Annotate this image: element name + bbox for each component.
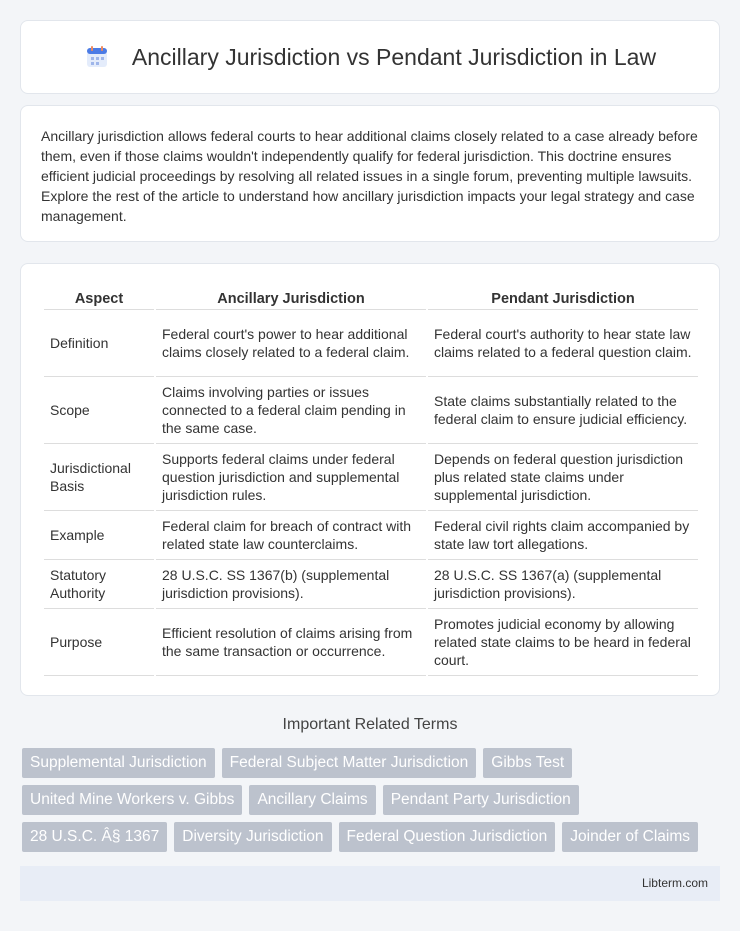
intro-card	[20, 105, 720, 242]
related-term-tag[interactable]: Diversity Jurisdiction	[174, 822, 331, 852]
table-header-row	[44, 284, 698, 310]
header-ancillary: Ancillary Jurisdiction	[156, 284, 426, 310]
table-row	[44, 310, 698, 377]
related-term-tag[interactable]: Gibbs Test	[483, 748, 572, 778]
title-card	[20, 20, 720, 94]
related-term-tag[interactable]: Supplemental Jurisdiction	[22, 748, 215, 778]
row-pendant: Promotes judicial economy by allowing related state claims to be heard in federal court.	[428, 609, 698, 676]
related-term-tag[interactable]: United Mine Workers v. Gibbs	[22, 785, 242, 815]
page-title: Ancillary Jurisdiction vs Pendant Jurisdiction in Law	[131, 43, 657, 70]
table-row	[44, 609, 698, 676]
related-term-tag[interactable]: Federal Question Jurisdiction	[339, 822, 556, 852]
term-row	[22, 785, 722, 815]
row-aspect: Example	[44, 511, 154, 560]
row-pendant: State claims substantially related to the federal claim to ensure judicial efficiency.	[428, 377, 698, 444]
table-row	[44, 444, 698, 511]
row-aspect: Statutory Authority	[44, 560, 154, 609]
footer	[20, 866, 720, 901]
row-ancillary: Supports federal claims under federal question jurisdiction and supplemental jurisdiction rules.	[156, 444, 426, 511]
footer-site-link[interactable]: Libterm.com	[641, 876, 708, 890]
related-term-tag[interactable]: Ancillary Claims	[249, 785, 375, 815]
related-term-tag[interactable]: Pendant Party Jurisdiction	[383, 785, 579, 815]
comparison-table-card	[20, 263, 720, 696]
row-aspect: Purpose	[44, 609, 154, 676]
table-row	[44, 377, 698, 444]
intro-text: Ancillary jurisdiction allows federal courts to hear additional claims closely related to a case already before them, even if those claims wouldn't independently qualify for federal jurisdiction. This doctrine ensures efficient judicial proceedings by resolving all related issues in a single forum, preventing multiple lawsuits. Explore the rest of the article to understand how ancillary jurisdiction impacts your legal strategy and case management.	[41, 128, 698, 224]
row-pendant: Federal civil rights claim accompanied by state law tort allegations.	[428, 511, 698, 560]
header-aspect: Aspect	[44, 284, 154, 310]
row-ancillary: Federal court's power to hear additional claims closely related to a federal claim.	[156, 310, 426, 377]
row-aspect: Definition	[44, 310, 154, 377]
row-ancillary: 28 U.S.C. SS 1367(b) (supplemental jurisdiction provisions).	[156, 560, 426, 609]
table-row	[44, 560, 698, 609]
row-aspect: Scope	[44, 377, 154, 444]
row-ancillary: Claims involving parties or issues connected to a federal claim pending in the same case.	[156, 377, 426, 444]
header-pendant: Pendant Jurisdiction	[428, 284, 698, 310]
related-terms-heading: Important Related Terms	[282, 716, 458, 733]
row-pendant: Federal court's authority to hear state law claims related to a federal question claim.	[428, 310, 698, 377]
related-term-tag[interactable]: 28 U.S.C. Â§ 1367	[22, 822, 167, 852]
term-row	[22, 822, 722, 852]
row-pendant: 28 U.S.C. SS 1367(a) (supplemental jurisdiction provisions).	[428, 560, 698, 609]
term-row	[22, 748, 722, 778]
row-ancillary: Efficient resolution of claims arising from the same transaction or occurrence.	[156, 609, 426, 676]
related-term-tag[interactable]: Joinder of Claims	[562, 822, 698, 852]
comparison-table	[42, 284, 700, 676]
row-pendant: Depends on federal question jurisdiction plus related state claims under supplemental jurisdiction.	[428, 444, 698, 511]
table-row	[44, 511, 698, 560]
row-ancillary: Federal claim for breach of contract with related state law counterclaims.	[156, 511, 426, 560]
related-term-tag[interactable]: Federal Subject Matter Jurisdiction	[222, 748, 477, 778]
related-terms	[22, 748, 722, 859]
calendar-icon	[84, 44, 110, 70]
row-aspect: Jurisdictional Basis	[44, 444, 154, 511]
